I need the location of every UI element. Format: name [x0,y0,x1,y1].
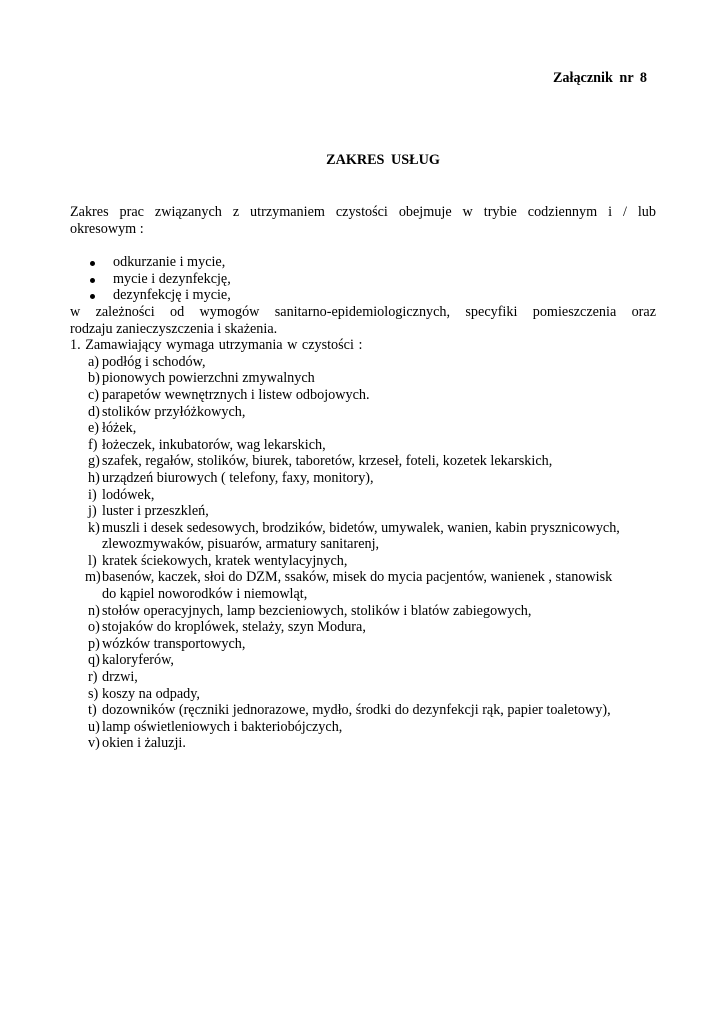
list-item [70,619,656,636]
document-title: ZAKRES USŁUG [326,152,440,168]
list-item-text: dozowników (ręczniki jednorazowe, mydło, środki do dezynfekcji rąk, papier toaletowy), [102,702,611,719]
list-item-marker: v) [88,735,100,752]
list-item [70,437,656,454]
list-item [70,669,656,686]
bullet-list [70,254,656,304]
list-item-marker: a) [88,353,100,370]
list-item-text: łóżek, [102,420,137,437]
list-item-text: luster i przeszkleń, [102,503,209,520]
list-item-text: pionowych powierzchni zmywalnych [102,370,315,387]
list-item-text: drzwi, [102,669,138,686]
list-item [70,652,656,669]
list-item [70,420,656,437]
list-item [70,702,656,719]
list-item-marker: r) [88,669,98,686]
list-item-text: podłóg i schodów, [102,353,206,370]
list-item-marker: h) [88,469,100,486]
list-item-marker: e) [88,420,100,437]
bullet-dot-icon [90,294,95,299]
bullet-item [70,287,656,304]
list-item-text: stolików przyłóżkowych, [102,403,246,420]
list-item-text: lamp oświetleniowych i bakteriobójczych, [102,718,343,735]
list-item [70,487,656,504]
list-item-marker: o) [88,619,100,636]
bullet-dot-icon [90,278,95,283]
list-item-marker: g) [88,453,100,470]
dependency-line-2: rodzaju zanieczyszczenia i skażenia. [70,320,278,337]
list-item-marker: n) [88,602,100,619]
list-item-text: urządzeń biurowych ( telefony, faxy, monitory), [102,469,374,486]
bullet-text: odkurzanie i mycie, [113,254,226,271]
list-item-marker: l) [88,552,97,569]
list-item-text: basenów, kaczek, słoi do DZM, ssaków, misek do mycia pacjentów, wanienek , stanowisk [102,569,613,586]
list-item-marker: c) [88,386,100,403]
document-body [70,204,656,752]
list-item-marker: s) [88,685,99,702]
list-item [70,453,656,470]
list-item-marker: t) [88,702,97,719]
list-item [70,735,656,752]
intro-paragraph [70,204,656,237]
list-item-text: okien i żaluzji. [102,735,186,752]
list-item-marker: d) [88,403,100,420]
list-item-text-continuation: zlewozmywaków, pisuarów, armatury sanitarenj, [102,536,380,553]
list-item [70,404,656,421]
list-item [70,553,656,570]
dependency-line-1: w zależności od wymogów sanitarno-epidemiologicznych, specyfiki pomieszczenia oraz [70,303,656,320]
list-item [70,603,656,620]
list-item-text: wózków transportowych, [102,635,246,652]
point-1-heading: 1. Zamawiający wymaga utrzymania w czystości : [70,337,363,354]
dependency-paragraph [70,304,656,337]
bullet-dot-icon [90,261,95,266]
bullet-text: mycie i dezynfekcję, [113,270,231,287]
list-item [70,719,656,736]
list-item [70,503,656,520]
intro-line-2: okresowym : [70,220,144,237]
list-item-text: parapetów wewnętrznych i listew odbojowych. [102,386,370,403]
list-item-text-continuation: do kąpiel noworodków i niemowląt, [102,586,308,603]
bullet-item [70,254,656,271]
list-item-text: łożeczek, inkubatorów, wag lekarskich, [102,436,326,453]
list-item-text: lodówek, [102,486,155,503]
list-item-marker: q) [88,652,100,669]
list-item-text: muszli i desek sedesowych, brodzików, bidetów, umywalek, wanien, kabin prysznicowych, [102,519,620,536]
bullet-text: dezynfekcję i mycie, [113,287,231,304]
list-item [70,520,656,553]
intro-line-1: Zakres prac związanych z utrzymaniem czystości obejmuje w trybie codziennym i / lub [70,204,656,220]
cleaning-items-list [70,354,656,752]
list-item-marker: i) [88,486,97,503]
list-item [70,354,656,371]
list-item [70,569,656,602]
list-item-text: kratek ściekowych, kratek wentylacyjnych, [102,552,348,569]
list-item [70,470,656,487]
list-item [70,370,656,387]
list-item-marker: j) [88,503,97,520]
list-item-marker: k) [88,519,100,536]
bullet-item [70,271,656,288]
list-item-marker: f) [88,436,98,453]
list-item-marker: b) [88,370,100,387]
list-item-text: kaloryferów, [102,652,174,669]
list-item [70,686,656,703]
list-item-marker: p) [88,635,100,652]
list-item-marker: u) [88,718,100,735]
list-item-text: stojaków do kroplówek, stelaży, szyn Modura, [102,619,366,636]
list-item-marker: m) [85,569,101,586]
list-item-text: stołów operacyjnych, lamp bezcieniowych, stolików i blatów zabiegowych, [102,602,532,619]
list-item-text: szafek, regałów, stolików, biurek, taboretów, krzeseł, foteli, kozetek lekarskich, [102,453,553,470]
list-item [70,636,656,653]
list-item [70,387,656,404]
annex-label: Załącznik nr 8 [552,70,647,86]
list-item-text: koszy na odpady, [102,685,200,702]
